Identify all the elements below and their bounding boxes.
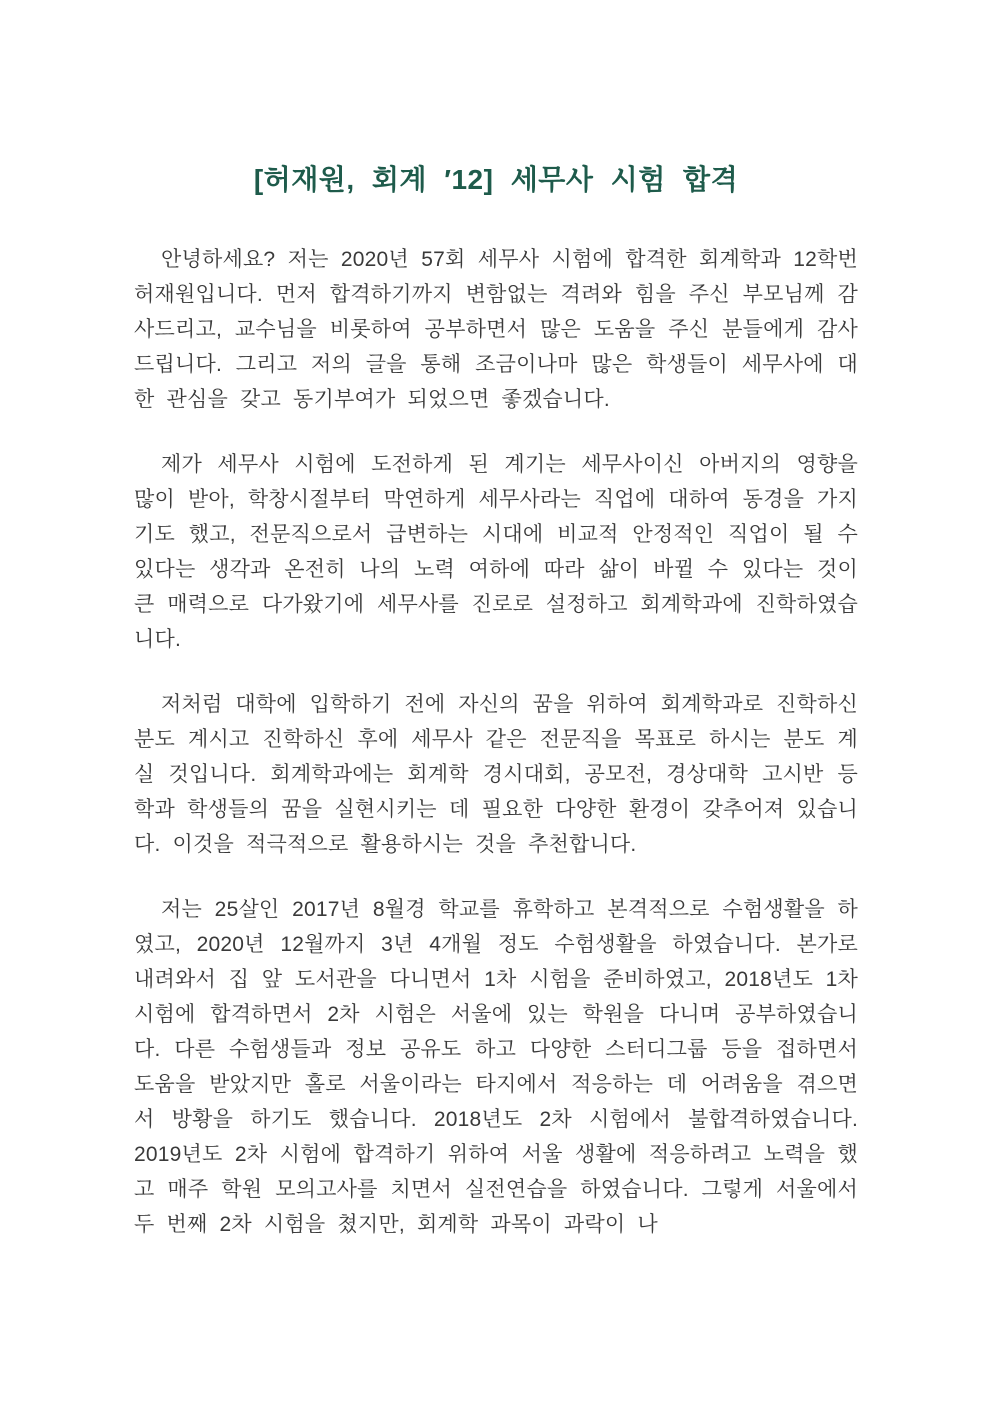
document-body	[134, 242, 858, 1242]
page-title: [허재원, 회계 ′12] 세무사 시험 합격	[253, 164, 739, 195]
paragraph-greeting: 안녕하세요? 저는 2020년 57회 세무사 시험에 합격한 회계학과 12학번 허재원입니다. 먼저 합격하기까지 변함없는 격려와 힘을 주신 부모님께 감사드리고, 교수님을 비롯하여 공부하면서 많은 도움을 주신 분들에게 감사드립니다. 그리고 저의 글을 통해 조금이나마 많은 학생들이 세무사에 대한 관심을 갖고 동기부여가 되었으면 좋겠습니다.	[134, 248, 858, 411]
paragraph-department-environment: 저처럼 대학에 입학하기 전에 자신의 꿈을 위하여 회계학과로 진학하신 분도 계시고 진학하신 후에 세무사 같은 전문직을 목표로 하시는 분도 계실 것입니다. 회계학과에는 회계학 경시대회, 공모전, 경상대학 고시반 등 학과 학생들의 꿈을 실현시키는 데 필요한 다양한 환경이 갖추어져 있습니다. 이것을 적극적으로 활용하시는 것을 추천합니다.	[134, 693, 858, 856]
paragraph-exam-study-life: 저는 25살인 2017년 8월경 학교를 휴학하고 본격적으로 수험생활을 하였고, 2020년 12월까지 3년 4개월 정도 수험생활을 하였습니다. 본가로 내려와서 집 앞 도서관을 다니면서 1차 시험을 준비하였고, 2018년도 1차 시험에 합격하면서 2차 시험은 서울에 있는 학원을 다니며 공부하였습니다. 다른 수험생들과 정보 공유도 하고 다양한 스터디그룹 등을 접하면서 도움을 받았지만 홀로 서울이라는 타지에서 적응하는 데 어려움을 겪으면서 방황을 하기도 했습니다. 2018년도 2차 시험에서 불합격하였습니다. 2019년도 2차 시험에 합격하기 위하여 서울 생활에 적응하려고 노력을 했고 매주 학원 모의고사를 치면서 실전연습을 하였습니다. 그렇게 서울에서 두 번째 2차 시험을 쳤지만, 회계학 과목이 과락이 나	[134, 898, 858, 1236]
paragraph-motivation: 제가 세무사 시험에 도전하게 된 계기는 세무사이신 아버지의 영향을 많이 받아, 학창시절부터 막연하게 세무사라는 직업에 대하여 동경을 가지기도 했고, 전문직으로서 급변하는 시대에 비교적 안정적인 직업이 될 수 있다는 생각과 온전히 나의 노력 여하에 따라 삶이 바뀔 수 있다는 것이 큰 매력으로 다가왔기에 세무사를 진로로 설정하고 회계학과에 진학하였습니다.	[134, 453, 858, 651]
